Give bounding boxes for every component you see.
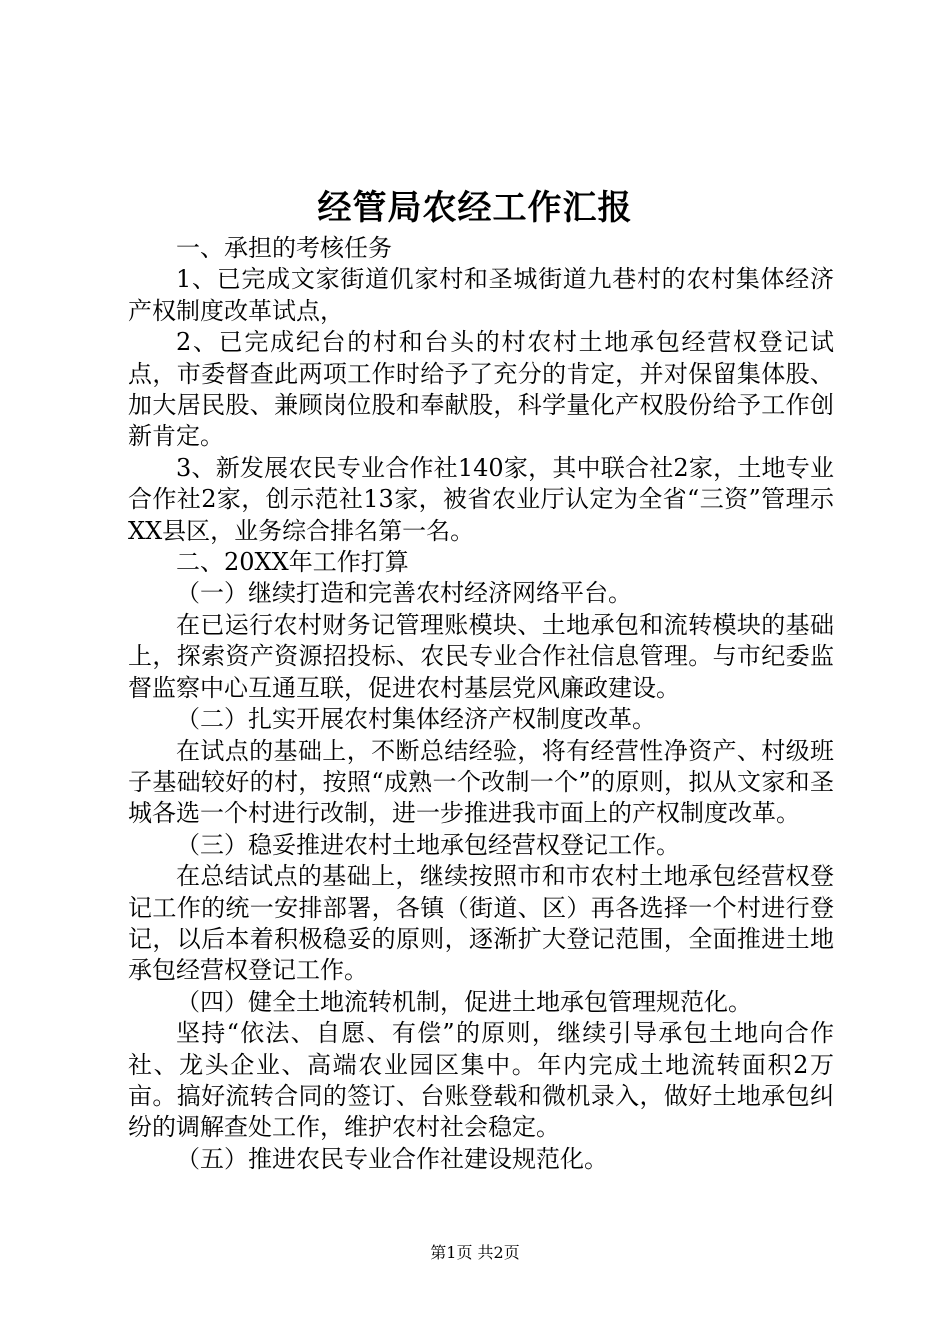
section-heading-1: 一、承担的考核任务 (176, 234, 392, 262)
paragraph-6: 在总结试点的基础上，继续按照市和市农村土地承包经营权登记工作的统一安排部署，各镇（街道、区）再各选择一个村进行登记，以后本着积极稳妥的原则，逐渐扩大登记范围，全面推进土地承包经营权登记工作。 (128, 862, 834, 985)
subheading-1: （一）继续打造和完善农村经济网络平台。 (176, 579, 632, 608)
subheading-3: （三）稳妥推进农村土地承包经营权登记工作。 (176, 830, 680, 859)
section-heading-2: 二、20XX年工作打算 (176, 548, 409, 577)
subheading-2: （二）扎实开展农村集体经济产权制度改革。 (176, 705, 656, 734)
paragraph-1: 1、已完成文家街道仉家村和圣城街道九巷村的农村集体经济产权制度改革试点， (128, 265, 834, 325)
subheading-4: （四）健全土地流转机制，促进土地承包管理规范化。 (176, 987, 752, 1016)
document-body (128, 233, 834, 1175)
subheading-5: （五）推进农民专业合作社建设规范化。 (176, 1144, 608, 1173)
paragraph-7: 坚持“依法、自愿、有偿”的原则，继续引导承包土地向合作社、龙头企业、高端农业园区集中。年内完成土地流转面积2万亩。搞好流转合同的签订、台账登载和微机录入，做好土地承包纠纷的调解查处工作，维护农村社会稳定。 (128, 1019, 834, 1142)
paragraph-5: 在试点的基础上，不断总结经验，将有经营性净资产、村级班子基础较好的村，按照“成熟一个改制一个”的原则，拟从文家和圣城各选一个村进行改制，进一步推进我市面上的产权制度改革。 (128, 736, 834, 828)
paragraph-4: 在已运行农村财务记管理账模块、土地承包和流转模块的基础上，探索资产资源招投标、农民专业合作社信息管理。与市纪委监督监察中心互通互联，促进农村基层党风廉政建设。 (128, 610, 834, 702)
document-title: 经管局农经工作汇报 (317, 188, 633, 228)
page-footer: 第1页 共2页 (430, 1243, 520, 1262)
paragraph-3: 3、新发展农民专业合作社140家，其中联合社2家，土地专业合作社2家，创示范社13家，被省农业厅认定为全省“三资”管理示XX县区，业务综合排名第一名。 (128, 453, 834, 545)
paragraph-2: 2、已完成纪台的村和台头的村农村土地承包经营权登记试点，市委督查此两项工作时给予了充分的肯定，并对保留集体股、加大居民股、兼顾岗位股和奉献股，科学量化产权股份给予工作创新肯定。 (128, 328, 834, 451)
